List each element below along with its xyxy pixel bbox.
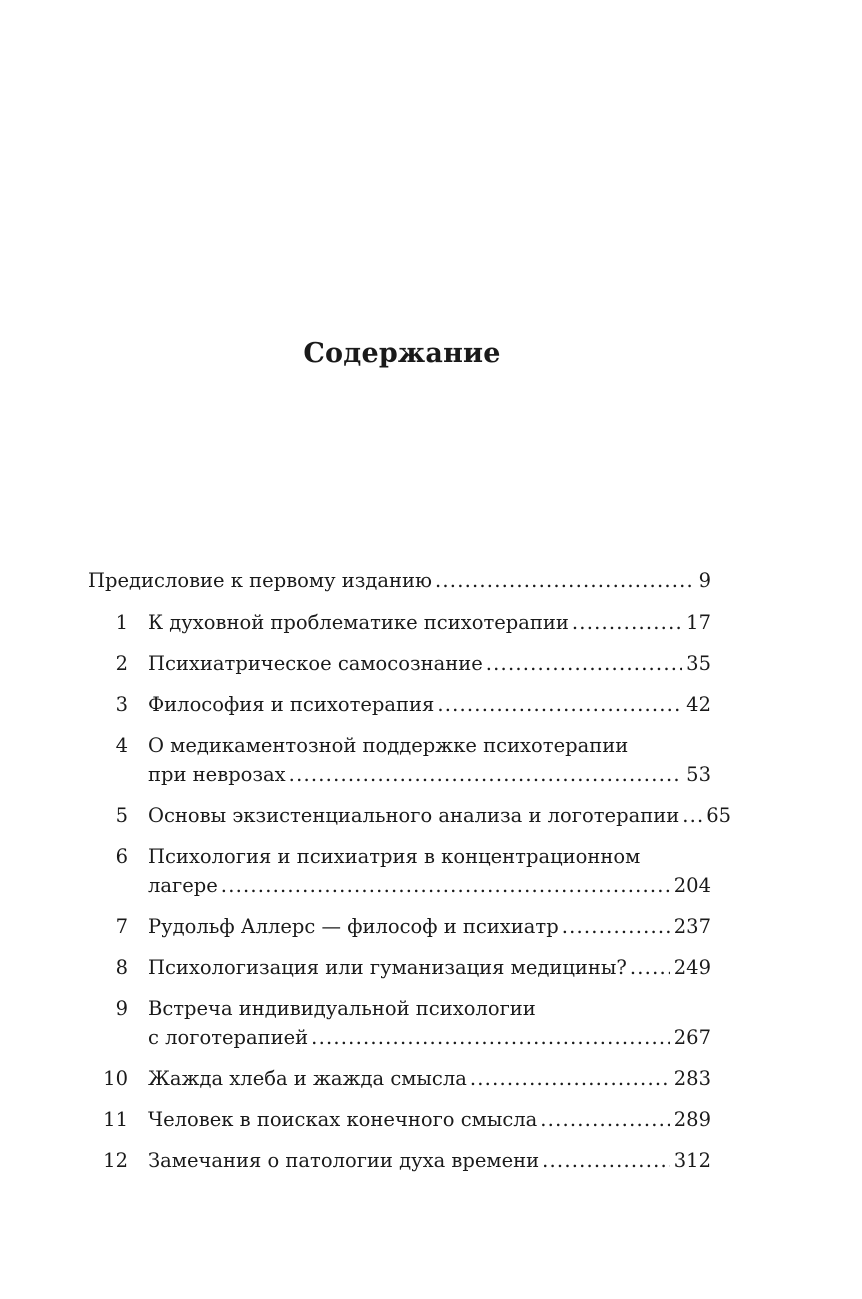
dot-leader: [486, 649, 682, 678]
toc-entry-title: Основы экзистенциального анализа и логотерапии: [148, 804, 680, 827]
toc-entry-title: при неврозах: [148, 763, 286, 786]
toc-line: [148, 1064, 711, 1093]
toc-entry-chapter-3[interactable]: [88, 690, 711, 719]
toc-entry-chapter-6[interactable]: [88, 842, 711, 900]
chapter-number: 6: [115, 845, 128, 868]
chapter-number: 5: [115, 804, 128, 827]
toc-entry-body: [148, 842, 711, 900]
toc-line: [148, 1146, 711, 1175]
toc-entry-chapter-11[interactable]: [88, 1105, 711, 1134]
toc-entry-chapter-4[interactable]: [88, 731, 711, 789]
dot-leader: [572, 608, 682, 637]
toc-entry-body: [88, 566, 711, 595]
toc-entry-title: с логотерапией: [148, 1026, 309, 1049]
toc-entry-chapter-7[interactable]: [88, 912, 711, 941]
chapter-number: 8: [115, 956, 128, 979]
toc-page-number: 17: [686, 611, 711, 634]
toc-entry-title: Замечания о патологии духа времени: [148, 1149, 540, 1172]
chapter-number: 1: [115, 611, 128, 634]
dot-leader: [682, 801, 702, 830]
toc-entry-chapter-8[interactable]: [88, 953, 711, 982]
toc-entry-body: [148, 1105, 711, 1134]
toc-entry-preface[interactable]: [88, 566, 711, 595]
toc-entry-body: [148, 649, 711, 678]
toc-entry-title: Предисловие к первому изданию: [88, 569, 432, 592]
toc-page-number: 65: [706, 804, 732, 827]
toc-entry-title: Философия и психотерапия: [148, 693, 435, 716]
toc-line: [148, 912, 711, 941]
toc-entry-title: Жажда хлеба и жажда смысла: [148, 1067, 467, 1090]
toc-entry-chapter-12[interactable]: [88, 1146, 711, 1175]
toc-page-number: 312: [673, 1149, 711, 1172]
chapter-number: 9: [115, 997, 128, 1020]
dot-leader: [562, 912, 670, 941]
toc-entry-chapter-1[interactable]: [88, 608, 711, 637]
dot-leader: [289, 760, 683, 789]
dot-leader: [435, 566, 695, 595]
toc-line: [148, 731, 711, 760]
toc-page-number: 249: [673, 956, 711, 979]
toc-page-number: 35: [686, 652, 711, 675]
toc-page-number: 237: [673, 915, 711, 938]
toc-entry-body: [148, 953, 711, 982]
toc-page-number: 283: [673, 1067, 711, 1090]
dot-leader: [311, 1023, 670, 1052]
toc-entry-chapter-2[interactable]: [88, 649, 711, 678]
chapter-number: 10: [103, 1067, 128, 1090]
toc-entry-title: лагере: [148, 874, 218, 897]
toc-entry-title: Рудольф Аллерс — философ и психиатр: [148, 915, 559, 938]
toc-line: [148, 842, 711, 871]
toc-entry-title: О медикаментозной поддержке психотерапии: [148, 734, 629, 757]
toc-page-number: 42: [686, 693, 711, 716]
dot-leader: [540, 1105, 669, 1134]
toc-line: [88, 566, 711, 595]
chapter-number: 4: [115, 734, 128, 757]
toc-entry-title: Встреча индивидуальной психологии: [148, 997, 536, 1020]
chapter-number: 7: [115, 915, 128, 938]
toc-line: [148, 953, 711, 982]
toc-entry-title: К духовной проблематике психотерапии: [148, 611, 569, 634]
chapter-number: 3: [115, 693, 128, 716]
toc-entry-body: [148, 608, 711, 637]
toc-line: [148, 1105, 711, 1134]
toc-entry-body: [148, 801, 732, 830]
toc-line: [148, 649, 711, 678]
toc-entry-chapter-9[interactable]: [88, 994, 711, 1052]
toc-line: [148, 871, 711, 900]
toc-page-number: 267: [673, 1026, 711, 1049]
toc-entry-body: [148, 912, 711, 941]
toc-page-number: 53: [686, 763, 711, 786]
toc-line: [148, 608, 711, 637]
toc-entry-title: Психологизация или гуманизация медицины?: [148, 956, 627, 979]
toc-line: [148, 994, 711, 1023]
toc-page-number: 9: [698, 569, 711, 592]
dot-leader: [542, 1146, 670, 1175]
dot-leader: [221, 871, 670, 900]
toc-entry-chapter-10[interactable]: [88, 1064, 711, 1093]
chapter-number: 2: [115, 652, 128, 675]
toc-line: [148, 1023, 711, 1052]
toc-page-number: 289: [673, 1108, 711, 1131]
toc-line: [148, 690, 711, 719]
toc-entry-chapter-5[interactable]: [88, 801, 732, 830]
toc-entry-body: [148, 1146, 711, 1175]
toc-entry-title: Психология и психиатрия в концентрационном: [148, 845, 641, 868]
dot-leader: [437, 690, 682, 719]
table-of-contents: [88, 566, 732, 1187]
dot-leader: [470, 1064, 670, 1093]
toc-line: [148, 801, 732, 830]
chapter-list: [88, 608, 732, 1175]
toc-entry-body: [148, 690, 711, 719]
chapter-number: 12: [103, 1149, 128, 1172]
toc-entry-body: [148, 1064, 711, 1093]
toc-entry-title: Человек в поисках конечного смысла: [148, 1108, 538, 1131]
toc-page-number: 204: [673, 874, 711, 897]
toc-line: [148, 760, 711, 789]
toc-entry-body: [148, 994, 711, 1052]
dot-leader: [630, 953, 670, 982]
chapter-number: 11: [103, 1108, 128, 1131]
page-title: Содержание: [303, 338, 501, 369]
toc-entry-title: Психиатрическое самосознание: [148, 652, 483, 675]
toc-entry-body: [148, 731, 711, 789]
